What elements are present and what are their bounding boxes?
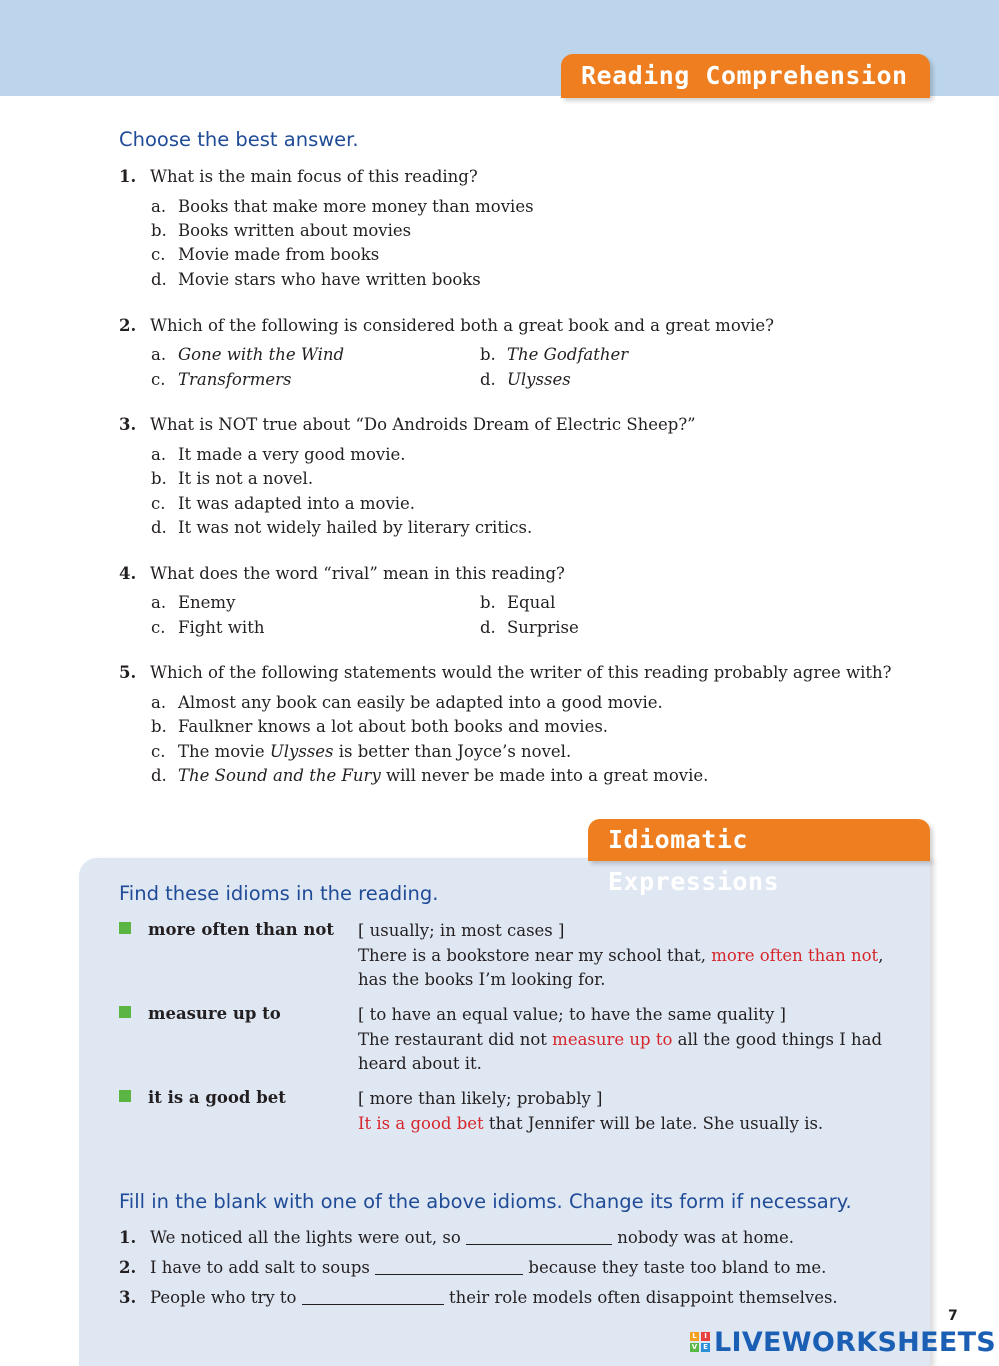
option-2b[interactable]: b. The Godfather — [480, 345, 629, 364]
liveworksheets-logo: L I V E LIVEWORKSHEETS — [691, 1326, 997, 1358]
idiom-term-2: measure up to — [119, 1004, 281, 1023]
option-3c[interactable]: c. It was adapted into a movie. — [151, 494, 416, 513]
idiom-term-3: it is a good bet — [119, 1088, 286, 1107]
bullet-square-icon — [119, 1090, 131, 1102]
question-5: 5. Which of the following statements would the writer of this reading probably agree with? — [119, 663, 892, 682]
option-1c[interactable]: c. Movie made from books — [151, 245, 380, 264]
option-2d[interactable]: d. Ulysses — [480, 370, 571, 389]
option-3b[interactable]: b. It is not a novel. — [151, 469, 314, 488]
liveworksheets-grid-icon: L I V E — [690, 1332, 710, 1352]
page-number: 7 — [948, 1308, 958, 1324]
idiom-term-1: more often than not — [119, 920, 334, 939]
option-3d[interactable]: d. It was not widely hailed by literary critics. — [151, 518, 533, 537]
option-5a[interactable]: a. Almost any book can easily be adapted into a good movie. — [151, 693, 663, 712]
option-3a[interactable]: a. It made a very good movie. — [151, 445, 406, 464]
option-2a[interactable]: a. Gone with the Wind — [151, 345, 345, 364]
question-1: 1. What is the main focus of this reading? — [119, 167, 478, 186]
fill-item-3: 3. People who try to their role models often disappoint themselves. — [119, 1288, 838, 1307]
rc-instruction: Choose the best answer. — [119, 128, 359, 151]
option-2c[interactable]: c. Transformers — [151, 370, 292, 389]
option-1b[interactable]: b. Books written about movies — [151, 221, 412, 240]
bullet-square-icon — [119, 922, 131, 934]
option-1a[interactable]: a. Books that make more money than movies — [151, 197, 534, 216]
option-4b[interactable]: b. Equal — [480, 593, 556, 612]
fill-blank-1[interactable] — [466, 1228, 612, 1246]
fill-blank-3[interactable] — [302, 1288, 444, 1306]
idiom-definition-3: [ more than likely; probably ] It is a good bet that Jennifer will be late. She usually is. — [358, 1089, 824, 1133]
idiom-definition-1: [ usually; in most cases ] There is a bookstore near my school that, more often than not, has the books I’m looking for. — [358, 921, 884, 989]
question-4: 4. What does the word “rival” mean in this reading? — [119, 564, 565, 583]
question-2: 2. Which of the following is considered both a great book and a great movie? — [119, 316, 774, 335]
idioms-instruction: Find these idioms in the reading. — [119, 882, 439, 905]
fill-item-1: 1. We noticed all the lights were out, so nobody was at home. — [119, 1228, 795, 1247]
option-5d[interactable]: d. The Sound and the Fury will never be made into a great movie. — [151, 766, 709, 785]
question-3: 3. What is NOT true about “Do Androids Dream of Electric Sheep?” — [119, 415, 696, 434]
idiomatic-expressions-tab: Idiomatic Expressions — [588, 819, 930, 861]
idiom-definition-2: [ to have an equal value; to have the same quality ] The restaurant did not measure up to all the good things I had heard about it. — [358, 1005, 883, 1073]
fill-item-2: 2. I have to add salt to soups because they taste too bland to me. — [119, 1258, 827, 1277]
option-5b[interactable]: b. Faulkner knows a lot about both books and movies. — [151, 717, 609, 736]
option-5c[interactable]: c. The movie Ulysses is better than Joyce’s novel. — [151, 742, 572, 761]
option-1d[interactable]: d. Movie stars who have written books — [151, 270, 481, 289]
option-4c[interactable]: c. Fight with — [151, 618, 265, 637]
bullet-square-icon — [119, 1006, 131, 1018]
fill-instruction: Fill in the blank with one of the above idioms. Change its form if necessary. — [119, 1190, 852, 1213]
reading-comprehension-tab: Reading Comprehension — [561, 54, 930, 98]
option-4d[interactable]: d. Surprise — [480, 618, 579, 637]
option-4a[interactable]: a. Enemy — [151, 593, 236, 612]
fill-blank-2[interactable] — [375, 1258, 523, 1276]
